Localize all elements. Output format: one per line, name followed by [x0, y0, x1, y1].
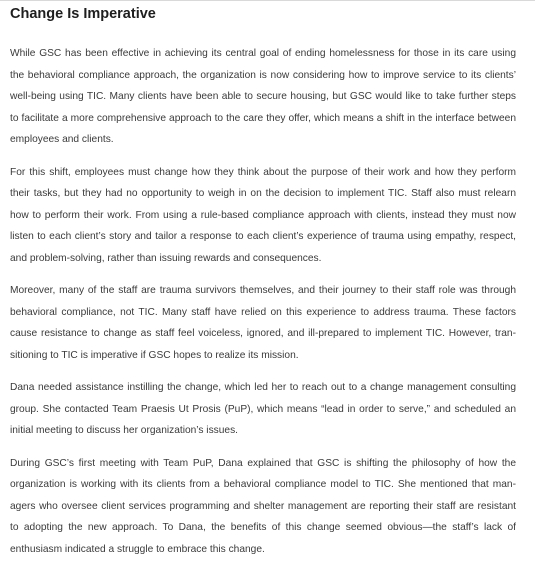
article-body: [10, 43, 516, 571]
paragraph-1: While GSC has been effective in achieving its central goal of ending homelessness for those in its care using the behavioral compliance approach, the organization is now considering how to improve service to its clients’ well-being using TIC. Many clients have been able to secure housing, but GSC would like to take further steps to facilitate a more comprehensive approach to the care they offer, which means a shift in the interface between employees and clients.: [10, 48, 516, 145]
paragraph-2: For this shift, employees must change how they think about the purpose of their work and how they perform their tasks, but they had no opportunity to weigh in on the decision to implement TIC. Staff also must relearn how to perform their work. From using a rule-based compliance approach with clients, instead they must now listen to each client’s story and tailor a response to each client’s experience of trauma using empathy, respect, and problem-solving, rather than issuing rewards and consequences.: [10, 166, 516, 264]
paragraph-5: During GSC’s first meeting with Team PuP, Dana explained that GSC is shifting the philosophy of how the organization is working with its clients from a behavioral compliance model to TIC. She mentioned that managers who oversee client services programming and shelter management are reporting their staff are resistant to adopting the new approach. To Dana, the benefits of this change seemed obvious—the staff’s lack of enthusiasm indicated a struggle to embrace this change.: [10, 457, 516, 555]
paragraph-4: Dana needed assistance instilling the change, which led her to reach out to a change management consulting group. She contacted Team Praesis Ut Prosis (PuP), which means “lead in order to serve,” and scheduled an initial meeting to discuss her organization’s issues.: [10, 382, 516, 436]
paragraph-3: Moreover, many of the staff are trauma survivors themselves, and their journey to their staff role was through behavioral compliance, not TIC. Many staff have relied on this experience to address trauma. These factors cause resistance to change as staff feel voiceless, ignored, and ill-prepared to implement TIC. However, transitioning to TIC is imperative if GSC hopes to realize its mission.: [10, 285, 516, 361]
section-title: Change Is Imperative: [10, 6, 156, 22]
top-divider: [0, 0, 535, 1]
